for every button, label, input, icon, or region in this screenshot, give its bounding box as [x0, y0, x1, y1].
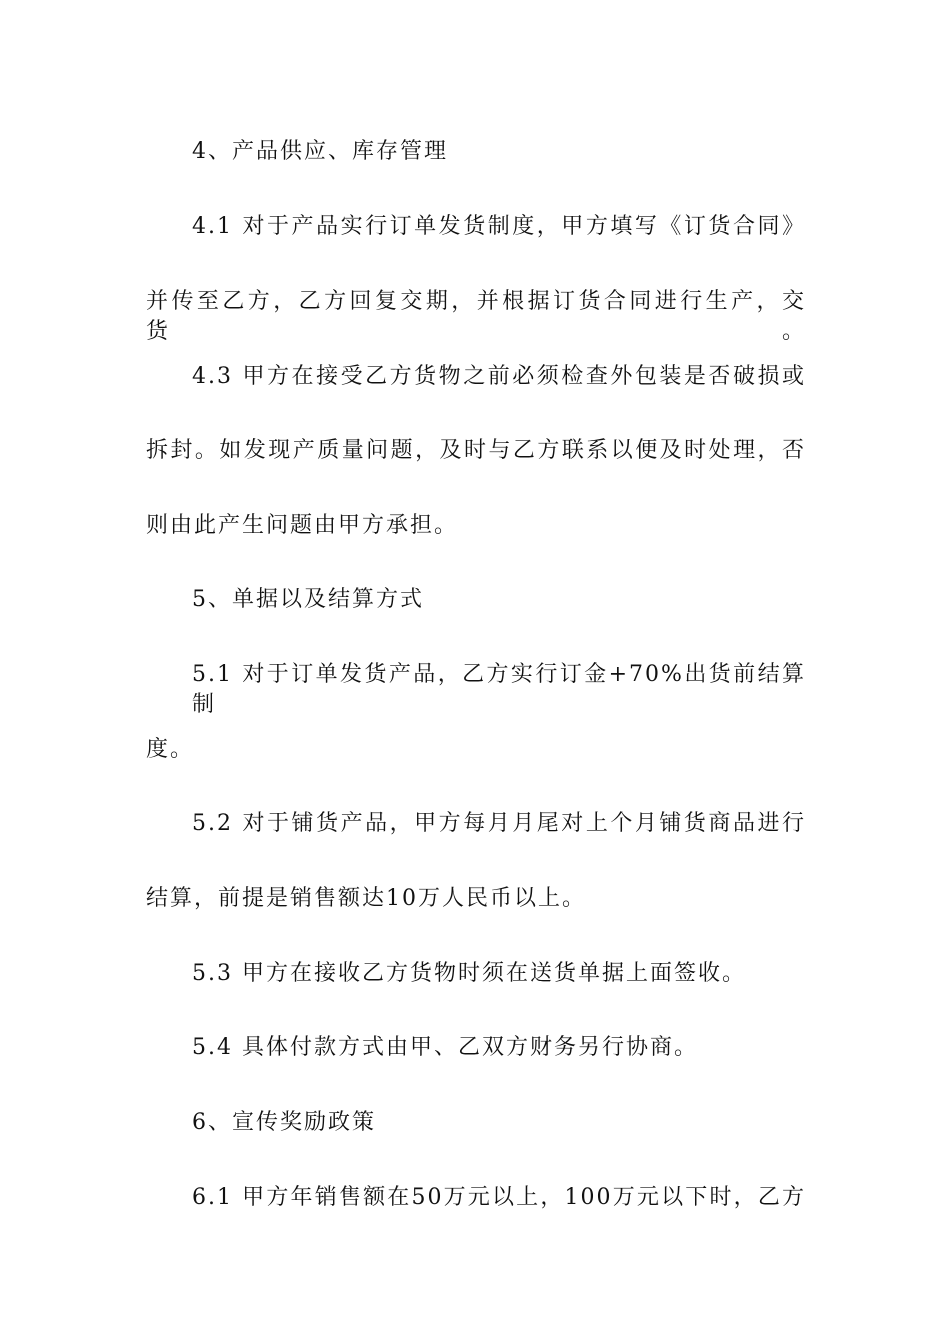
section-heading-6: 6、宣传奖励政策 [192, 1110, 376, 1135]
clause-4-1-line-2: 并传至乙方，乙方回复交期，并根据订货合同进行生产，交货。 [146, 289, 806, 344]
clause-5-1-line-1: 5.1 对于订单发货产品，乙方实行订金+70%出货前结算制 [192, 662, 806, 717]
section-heading-5: 5、单据以及结算方式 [192, 587, 424, 612]
clause-4-3-line-1: 4.3 甲方在接受乙方货物之前必须检查外包装是否破损或 [192, 364, 806, 389]
clause-6-1-line-1: 6.1 甲方年销售额在50万元以上，100万元以下时，乙方 [192, 1185, 806, 1210]
clause-5-2-line-1: 5.2 对于铺货产品，甲方每月月尾对上个月铺货商品进行 [192, 811, 806, 836]
section-heading-4: 4、产品供应、库存管理 [192, 139, 448, 164]
clause-5-4: 5.4 具体付款方式由甲、乙双方财务另行协商。 [192, 1035, 698, 1060]
clause-5-3: 5.3 甲方在接收乙方货物时须在送货单据上面签收。 [192, 961, 746, 986]
clause-4-1-line-1: 4.1 对于产品实行订单发货制度，甲方填写《订货合同》 [192, 214, 806, 239]
clause-5-2-line-2: 结算，前提是销售额达10万人民币以上。 [146, 886, 586, 911]
clause-4-3-line-3: 则由此产生问题由甲方承担。 [146, 513, 459, 538]
clause-5-1-line-2: 度。 [146, 737, 195, 762]
clause-4-3-line-2: 拆封。如发现产质量问题，及时与乙方联系以便及时处理，否 [146, 438, 806, 463]
